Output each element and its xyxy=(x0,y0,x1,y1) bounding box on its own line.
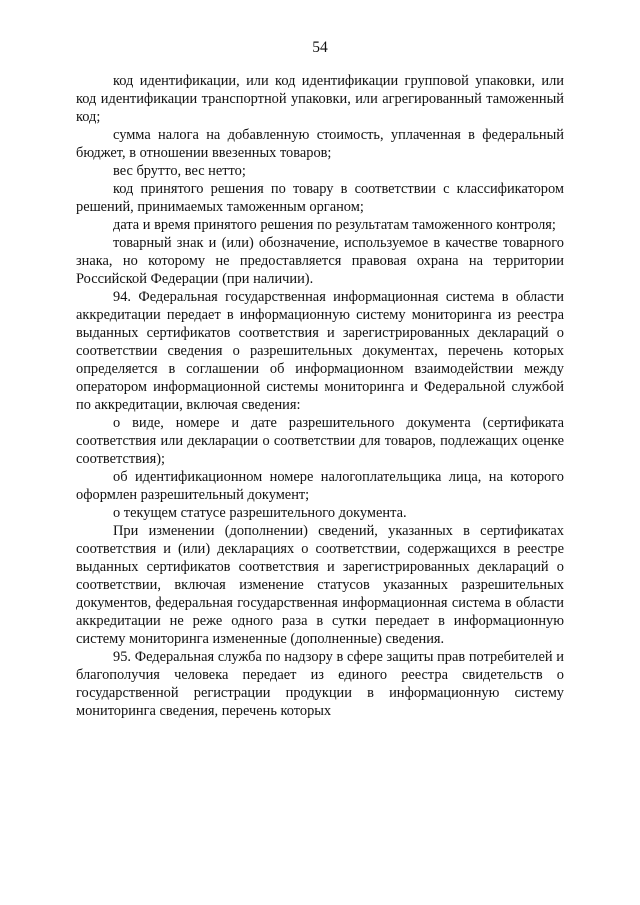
paragraph: При изменении (дополнении) сведений, указанных в сертификатах соответствия и (или) декларациях о соответствии, содержащихся в реестре выданных сертификатов соответствия и зарегистрированных деклараций о соответствии, включая изменение статусов указанных разрешительных документов, федеральная государственная информационная система в области аккредитации не реже одного раза в сутки передает в информационную систему мониторинга измененные (дополненные) сведения. xyxy=(76,523,564,647)
paragraph: товарный знак и (или) обозначение, используемое в качестве товарного знака, но которому не предоставляется правовая охрана на территории Российской Федерации (при наличии). xyxy=(76,235,564,287)
paragraph: сумма налога на добавленную стоимость, уплаченная в федеральный бюджет, в отношении ввезенных товаров; xyxy=(76,127,564,161)
paragraph: о текущем статусе разрешительного документа. xyxy=(113,505,407,521)
paragraph-section-95: 95. Федеральная служба по надзору в сфере защиты прав потребителей и благополучия человека передает из единого реестра свидетельств о государственной регистрации продукции в информационную систему мониторинга сведения, перечень которых xyxy=(76,649,564,719)
paragraph: дата и время принятого решения по результатам таможенного контроля; xyxy=(113,217,556,233)
page-number: 54 xyxy=(312,39,328,56)
paragraph: код идентификации, или код идентификации групповой упаковки, или код идентификации транспортной упаковки, или агрегированный таможенный код; xyxy=(76,73,564,125)
paragraph-section-94: 94. Федеральная государственная информационная система в области аккредитации передает в информационную систему мониторинга из реестра выданных сертификатов соответствия и зарегистрированных деклараций о соответствии сведения о разрешительных документах, перечень которых определяется в соглашении об информационном взаимодействии между оператором информационной системы мониторинга и Федеральной службой по аккредитации, включая сведения: xyxy=(76,289,564,413)
paragraph: об идентификационном номере налогоплательщика лица, на которого оформлен разрешительный документ; xyxy=(76,469,564,503)
paragraph: о виде, номере и дате разрешительного документа (сертификата соответствия или декларации о соответствии для товаров, подлежащих оценке соответствия); xyxy=(76,415,564,467)
paragraph: вес брутто, вес нетто; xyxy=(113,163,246,179)
paragraph: код принятого решения по товару в соответствии с классификатором решений, принимаемых таможенным органом; xyxy=(76,181,564,215)
document-body xyxy=(76,72,564,720)
